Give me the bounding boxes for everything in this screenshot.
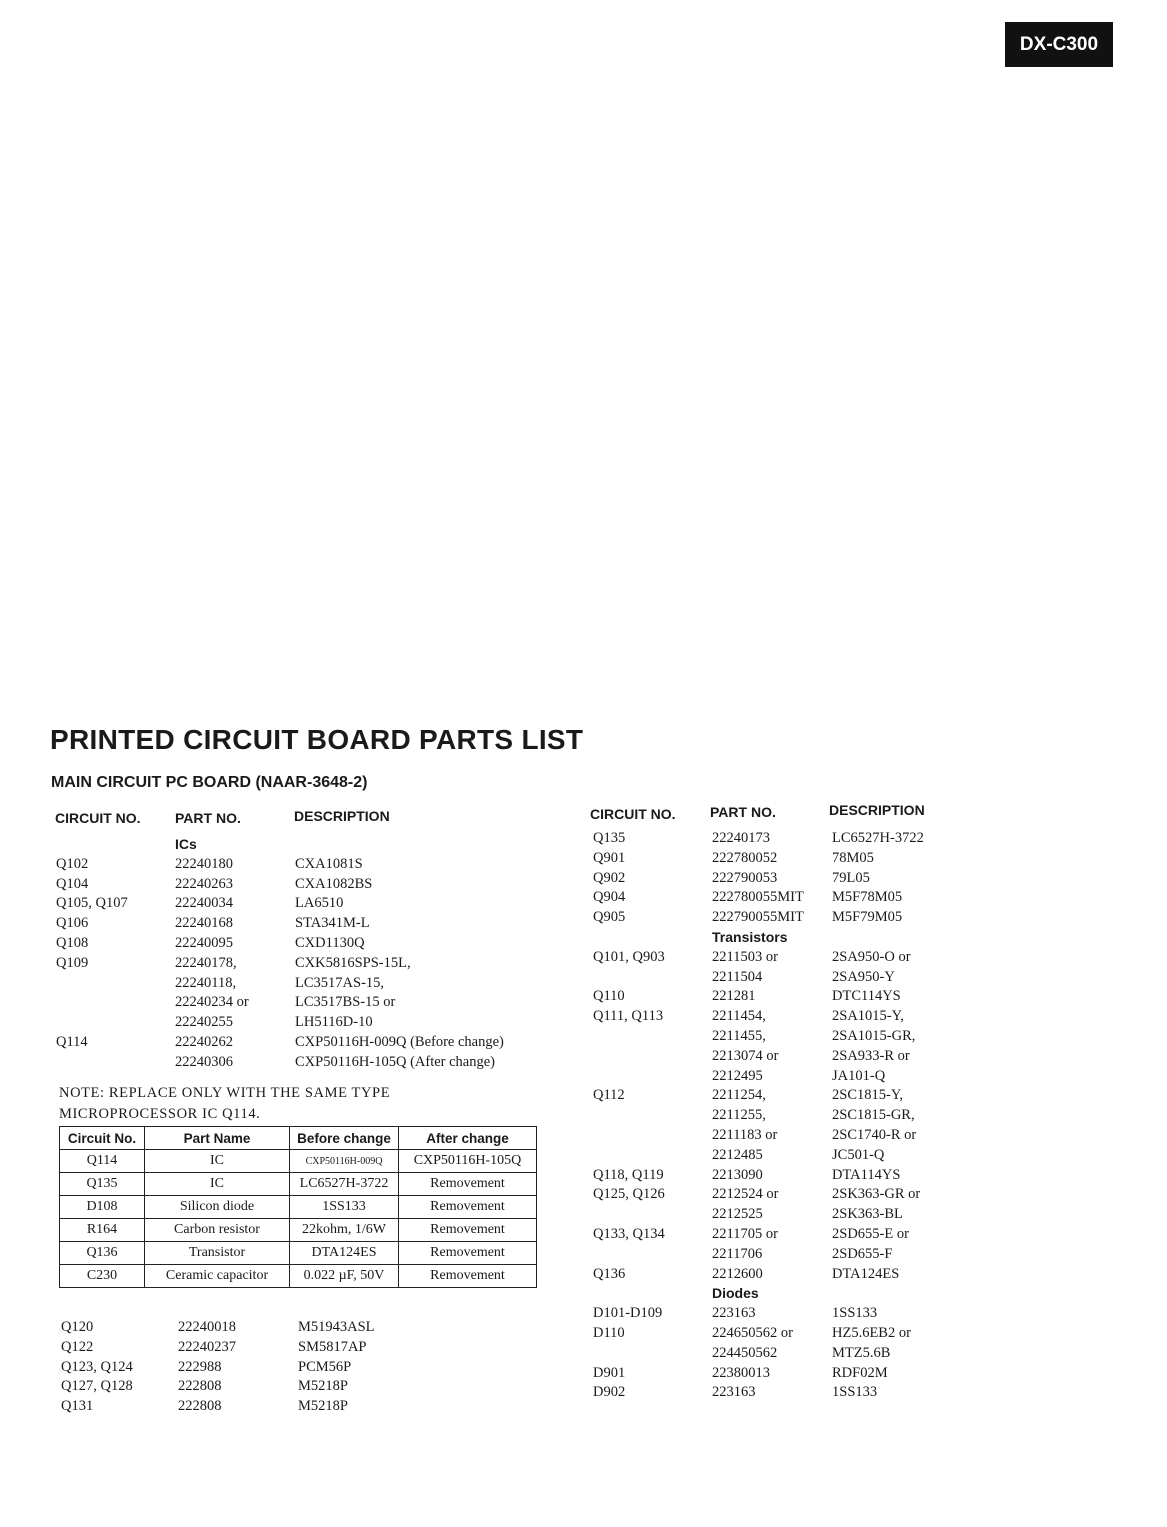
change-table-cell: Removement [399,1196,537,1219]
change-table-row [60,1196,537,1219]
change-table-cell: DTA124ES [290,1242,399,1265]
change-table-cell: Ceramic capacitor [145,1265,290,1288]
change-table-row [60,1265,537,1288]
left-row-part: 22240118, [175,974,237,991]
right-row-desc: 2SD655-E or [832,1226,909,1242]
right-row-part: 2212524 or [712,1186,779,1203]
right-header-circuit: CIRCUIT NO. [590,806,676,822]
left-row-part: 22240306 [175,1053,233,1070]
right-row-category: Diodes [712,1285,759,1302]
right-row-desc: 2SK363-BL [832,1206,903,1223]
change-table-cell: Removement [399,1219,537,1242]
left-row-part: 22240095 [175,935,233,951]
right-row-desc: 2SA950-O or [832,948,911,965]
right-row-desc: 2SD655-F [832,1245,893,1262]
left-row-circuit: Q108 [56,935,89,951]
change-col-after: After change [399,1127,537,1150]
change-table-row [60,1150,537,1173]
right-row-circuit: Q118, Q119 [593,1166,664,1183]
right-row-circuit: Q125, Q126 [593,1186,665,1203]
left-row-part: 22240234 or [175,994,249,1011]
left-row2-circuit: Q123, Q124 [61,1358,133,1375]
change-table-cell: Removement [399,1265,537,1288]
left-row-part: 22240034 [175,895,233,912]
right-row-part: 223163 [712,1305,756,1322]
left-row-circuit: Q109 [56,954,89,971]
right-row-desc: MTZ5.6B [832,1344,891,1361]
right-row-part: 221281 [712,988,756,1005]
left-row-category: ICs [175,836,197,852]
left-row-part: 22240168 [175,915,233,932]
right-row-desc: DTA124ES [832,1265,900,1282]
change-table-cell: R164 [60,1219,145,1242]
right-row-part: 22240173 [712,830,770,846]
right-row-part: 2211706 [712,1245,763,1262]
right-row-circuit: D901 [593,1364,626,1381]
right-row-desc: 2SA950-Y [832,968,895,985]
right-row-part: 222790055MIT [712,909,804,926]
left-row-part: 22240178, [175,954,237,971]
right-row-desc: M5F79M05 [832,909,903,926]
right-row-circuit: Q133, Q134 [593,1226,665,1242]
right-row-desc: HZ5.6EB2 or [832,1325,911,1341]
right-row-desc: 2SA1015-GR, [832,1028,916,1044]
right-header-desc: DESCRIPTION [829,802,925,818]
change-table-cell: D108 [60,1196,145,1219]
change-table-row [60,1219,537,1242]
left-row2-desc: M5218P [298,1378,348,1395]
change-table-cell: Q114 [60,1150,145,1173]
left-row-part: 22240263 [175,875,233,892]
left-row-circuit: Q114 [56,1034,88,1050]
left-row-part: 22240262 [175,1034,233,1050]
right-row-desc: JC501-Q [832,1146,885,1163]
left-row2-part: 222808 [178,1378,222,1395]
right-row-part: 2211255, [712,1107,766,1124]
left-row2-part: 222808 [178,1398,222,1415]
right-row-part: 224650562 or [712,1325,793,1341]
right-row-desc: JA101-Q [832,1067,886,1084]
right-row-circuit: Q901 [593,849,626,866]
right-row-circuit: Q136 [593,1265,626,1282]
right-row-circuit: Q905 [593,909,626,926]
right-row-circuit: Q110 [593,988,625,1005]
change-table-cell: 1SS133 [290,1196,399,1219]
right-row-part: 222780052 [712,849,778,866]
left-row-desc: LC3517AS-15, [295,974,385,991]
change-table-cell: CXP50116H-105Q [399,1150,537,1173]
change-table-header [60,1127,537,1150]
model-badge: DX-C300 [1005,22,1113,67]
page-title: PRINTED CIRCUIT BOARD PARTS LIST [50,724,584,755]
right-row-part: 222790053 [712,869,778,886]
change-table-cell: Carbon resistor [145,1219,290,1242]
change-table-row [60,1242,537,1265]
change-table-cell: Silicon diode [145,1196,290,1219]
left-row-desc: CXP50116H-009Q (Before change) [295,1034,504,1050]
change-table-cell: IC [145,1150,290,1173]
right-row-circuit: Q112 [593,1087,625,1104]
right-row-desc: DTA114YS [832,1166,901,1183]
right-row-part: 223163 [712,1384,756,1401]
right-row-part: 2211254, [712,1087,766,1104]
left-row2-desc: PCM56P [298,1358,352,1375]
change-table-cell: Removement [399,1242,537,1265]
right-row-desc: 2SK363-GR or [832,1186,921,1203]
right-row-desc: RDF02M [832,1364,888,1381]
change-table-cell: 22kohm, 1/6W [290,1219,399,1242]
right-row-part: 2213074 or [712,1047,779,1064]
right-row-part: 2211504 [712,968,763,985]
left-row-desc: LC3517BS-15 or [295,994,396,1011]
right-row-circuit: Q904 [593,889,626,906]
left-row-desc: STA341M-L [295,915,370,932]
left-row2-circuit: Q127, Q128 [61,1378,133,1395]
left-header-desc: DESCRIPTION [294,808,390,824]
right-row-part: 224450562 [712,1344,778,1361]
left-row2-circuit: Q131 [61,1398,94,1415]
right-row-part: 2212485 [712,1146,763,1163]
left-row-circuit: Q105, Q107 [56,895,128,912]
right-row-part: 2212525 [712,1206,763,1223]
right-row-part: 2211455, [712,1028,766,1044]
left-row-desc: CXP50116H-105Q (After change) [295,1053,495,1070]
right-header-part: PART NO. [710,804,776,820]
right-row-part: 222780055MIT [712,889,804,906]
change-table-cell: 0.022 µF, 50V [290,1265,399,1288]
left-row2-desc: M5218P [298,1398,348,1415]
right-row-desc: 2SC1815-Y, [832,1087,904,1104]
right-row-desc: DTC114YS [832,988,901,1005]
left-row2-desc: M51943ASL [298,1319,375,1335]
right-row-desc: 78M05 [832,849,874,866]
left-row2-circuit: Q122 [61,1338,94,1355]
left-row-circuit: Q102 [56,855,89,872]
right-row-desc: 79L05 [832,869,870,886]
right-row-part: 2213090 [712,1166,763,1183]
left-row-desc: CXA1081S [295,855,363,872]
right-row-desc: 2SC1815-GR, [832,1107,915,1124]
left-row2-part: 22240018 [178,1319,236,1335]
left-row-desc: CXA1082BS [295,875,373,892]
change-table-cell: LC6527H-3722 [290,1173,399,1196]
left-row2-circuit: Q120 [61,1319,94,1335]
right-row-circuit: Q902 [593,869,626,886]
left-row-circuit: Q106 [56,915,89,932]
change-table-cell: Q135 [60,1173,145,1196]
board-title: MAIN CIRCUIT PC BOARD (NAAR-3648-2) [51,774,368,791]
left-row-circuit: Q104 [56,875,89,892]
right-row-circuit: D902 [593,1384,626,1401]
right-row-circuit: Q101, Q903 [593,948,665,965]
change-table-cell: CXP50116H-009Q [290,1150,399,1173]
change-col-part-name: Part Name [145,1127,290,1150]
replacement-note: NOTE: REPLACE ONLY WITH THE SAME TYPE MICROPROCESSOR IC Q114. [59,1085,391,1122]
right-row-part: 22380013 [712,1364,770,1381]
right-row-desc: 1SS133 [832,1384,878,1401]
right-row-desc: 1SS133 [832,1305,878,1322]
left-row-desc: LA6510 [295,895,344,912]
left-row2-part: 22240237 [178,1338,236,1355]
right-row-part: 2211705 or [712,1226,778,1242]
right-row-circuit: D101-D109 [593,1305,663,1322]
change-col-circuit: Circuit No. [60,1127,145,1150]
right-row-desc: M5F78M05 [832,889,903,906]
right-row-circuit: Q111, Q113 [593,1008,664,1025]
right-row-desc: 2SA933-R or [832,1047,910,1064]
left-row2-part: 222988 [178,1358,222,1375]
left-row-desc: LH5116D-10 [295,1014,373,1031]
change-table-row [60,1173,537,1196]
right-row-desc: 2SC1740-R or [832,1127,917,1143]
right-row-part: 2211503 or [712,948,778,965]
right-row-category: Transistors [712,929,788,945]
left-row-desc: CXD1130Q [295,935,365,951]
change-table-cell: Q136 [60,1242,145,1265]
left-row-desc: CXK5816SPS-15L, [295,954,411,971]
change-col-before: Before change [290,1127,399,1150]
left-header-part: PART NO. [175,810,241,826]
change-table-cell: IC [145,1173,290,1196]
change-table-cell: Removement [399,1173,537,1196]
right-row-circuit: D110 [593,1325,625,1341]
left-row2-desc: SM5817AP [298,1338,367,1355]
right-row-desc: LC6527H-3722 [832,830,924,846]
right-row-part: 2212600 [712,1265,763,1282]
right-row-circuit: Q135 [593,830,626,846]
left-row-part: 22240255 [175,1014,233,1031]
change-table-cell: Transistor [145,1242,290,1265]
change-table [59,1126,537,1288]
right-row-desc: 2SA1015-Y, [832,1008,904,1025]
right-row-part: 2211183 or [712,1127,778,1143]
left-row-part: 22240180 [175,855,233,872]
left-header-circuit: CIRCUIT NO. [55,810,141,826]
change-table-cell: C230 [60,1265,145,1288]
right-row-part: 2211454, [712,1008,766,1025]
right-row-part: 2212495 [712,1067,763,1084]
